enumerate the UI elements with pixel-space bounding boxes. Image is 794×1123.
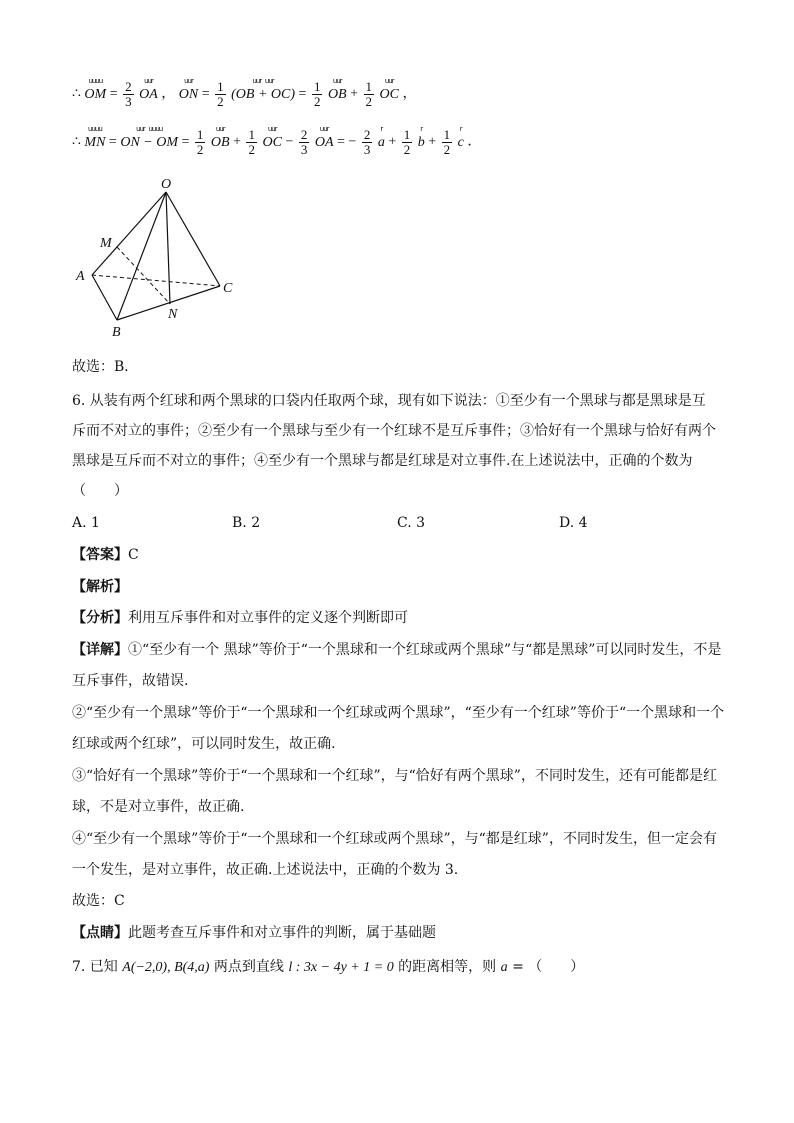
detail-row-4: 红球或两个红球”，可以同时发生，故正确. [72, 736, 336, 752]
q6-paren: （ ） [72, 483, 128, 499]
select-c: 故选：C [72, 893, 125, 909]
vector-c: r c [457, 124, 464, 150]
vector-on: uur ON [178, 76, 199, 102]
vector-oc: uur OC [379, 76, 399, 102]
label-c: C [223, 281, 233, 296]
vector-sum-ob-oc: uur uur (OB + OC) [231, 76, 296, 102]
therefore-symbol: ∴ [72, 86, 81, 102]
vector-on-minus-om: uur uuuu ON − OM [120, 124, 178, 150]
label-a: A [76, 269, 85, 284]
label-b: B [112, 325, 121, 340]
detail-row-3: ②“至少有一个黑球”等价于“一个黑球和一个红球或两个黑球”，“至少有一个红球”等价于“一个黑球和一个 [72, 705, 725, 721]
vector-ob: uur OB [327, 76, 347, 102]
fraction-half-c: $\frac{1}{2}$ [365, 79, 373, 109]
fraction-half: $\frac{1}{2}$ [217, 79, 224, 109]
option-b: B. 2 [232, 515, 261, 531]
analysis-tag: 【解析】 [72, 579, 128, 595]
option-d: D. 4 [559, 515, 588, 531]
tetrahedron-figure [70, 170, 250, 345]
formula-line-2: ∴ uuuu MN = uur uuuu ON − OM = $\frac{1}{2}$ uur OB + $\frac{1}{2}$ uur OC − $\frac{2}{3}$ uur OA = − $\frac{2}{3}$ r a + $\frac{1}{2}$ r b + $\frac{1}{2}$ r c ． [72, 124, 482, 157]
edge-oc [166, 192, 220, 286]
dianjing-row: 【点睛】此题考查互斥事件和对立事件的判断，属于基础题 [72, 925, 436, 941]
edge-ac-hidden [92, 275, 220, 286]
fraction-two-thirds: $\frac{2}{3}$ [125, 79, 132, 109]
detail-row-1: 【详解】①“至少有一个 黑球”等价于“一个黑球和一个红球或两个黑球”与“都是黑球”可以同时发生，不是 [72, 642, 722, 658]
label-o: O [161, 177, 172, 192]
option-c: C. 3 [397, 515, 426, 531]
detail-row-7: ④“至少有一个黑球”等价于“一个黑球和一个红球或两个黑球”，与“都是红球”，不同时发生，但一定会有 [72, 831, 717, 847]
answer-select-q5: 故选：B． [72, 359, 139, 375]
vector-om: uuuu OM [84, 76, 107, 102]
label-m: M [100, 236, 112, 251]
detail-row-5: ③“恰好有一个黑球”等价于“一个黑球和一个红球”，与“恰好有两个黑球”，不同时发生，还有可能都是红 [72, 768, 717, 784]
q6-text-line2: 斥而不对立的事件；②至少有一个黑球与至少有一个红球不是互斥事件；③恰好有一个黑球与恰好有两个 [72, 423, 716, 439]
vector-b: r b [417, 124, 425, 150]
vector-oa: uur OA [139, 76, 158, 102]
edge-ab [92, 275, 117, 320]
q6-text-line1: 6. 从装有两个红球和两个黑球的口袋内任取两个球，现有如下说法：①至少有一个黑球与都是黑球是互 [72, 393, 706, 409]
q7-points: A(−2,0), B(4,a) [122, 960, 210, 975]
detail-row-2: 互斥事件，故错误. [72, 673, 189, 689]
edge-oa [92, 192, 166, 275]
q7-text: 7. 已知 A(−2,0), B(4,a) 两点到直线 l : 3x − 4y + 1 = 0 的距离相等，则 a = （ ） [72, 959, 585, 975]
q7-line-equation: l : 3x − 4y + 1 = 0 [288, 960, 394, 975]
fraction-half-b: $\frac{1}{2}$ [313, 79, 321, 109]
option-a: A. 1 [72, 515, 100, 531]
vector-mn: uuuu MN [84, 124, 106, 150]
answer-row [72, 546, 139, 564]
label-n: N [168, 307, 178, 322]
vector-oa-2: uur OA [314, 124, 334, 150]
q6-text-line3: 黑球是互斥而不对立的事件；④至少有一个黑球与都是红球是对立事件.在上述说法中，正确的个数为 [72, 453, 693, 469]
answer-tag: 【答案】 [72, 547, 128, 563]
vector-a: r a [377, 124, 385, 150]
detail-row-8: 一个发生，是对立事件，故正确.上述说法中，正确的个数为 3. [72, 862, 459, 878]
answer-value: C [128, 547, 139, 563]
segment-mn-hidden [117, 247, 170, 304]
vector-oc-2: uur OC [262, 124, 282, 150]
fenxi-text: 利用互斥事件和对立事件的定义逐个判断即可 [128, 610, 408, 626]
segment-on [166, 192, 170, 304]
edge-ob [117, 192, 166, 320]
vector-ob-2: uur OB [210, 124, 230, 150]
fenxi-row: 【分析】利用互斥事件和对立事件的定义逐个判断即可 [72, 610, 408, 626]
formula-line-1: ∴ uuuu OM = $\frac{2}{3}$ uur OA ， uur ON = $\frac{1}{2}$ uur uur (OB + OC) = $\frac{1}{2}$ uur OB + $\frac{1}{2}$ uur OC ， [72, 76, 417, 109]
detail-row-6: 球，不是对立事件，故正确. [72, 799, 245, 815]
